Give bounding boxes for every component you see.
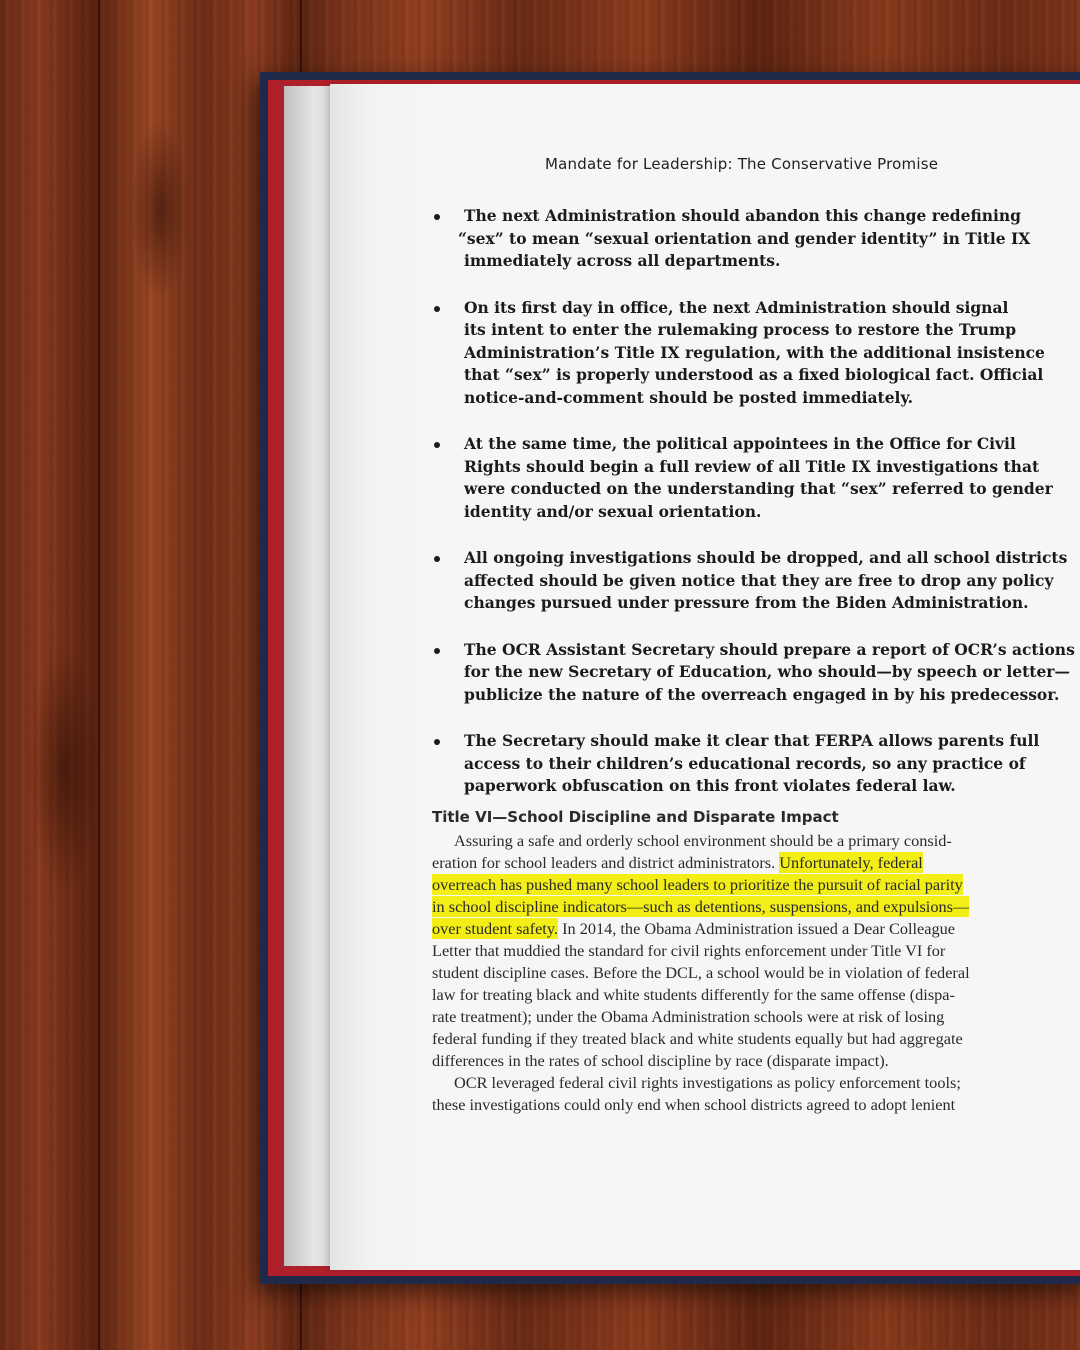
highlighted-text: Unfortunately, federal [779, 853, 923, 872]
paragraph-line [432, 874, 1037, 896]
bullet-dot [434, 214, 440, 220]
bullet-line: The Secretary should make it clear that FERPA allows parents full [464, 731, 1040, 750]
paragraph-line: Assuring a safe and orderly school environment should be a primary consid- [454, 831, 952, 850]
text-run: In 2014, the Obama Administration issued a Dear Colleague [558, 919, 955, 938]
bullet-line: At the same time, the political appointees in the Office for Civil [464, 434, 1016, 453]
highlighted-text: in school discipline indicators—such as detentions, suspensions, and expulsions— [432, 897, 970, 916]
bullet-line: The next Administration should abandon this change redefining [464, 206, 1022, 225]
bullet-line: affected should be given notice that they are free to drop any policy [464, 570, 1054, 590]
paragraph-line [432, 918, 1037, 940]
bullet-line: “sex” to mean “sexual orientation and gender identity” in Title IX [458, 228, 1031, 248]
bullet-line: All ongoing investigations should be dropped, and all school districts [464, 548, 1068, 567]
wood-knot [130, 120, 190, 300]
paragraph-line: rate treatment); under the Obama Administration schools were at risk of losing [432, 1007, 945, 1026]
paragraph-line: these investigations could only end when school districts agreed to adopt lenient [432, 1095, 956, 1114]
bullet-item [432, 433, 1053, 523]
bullet-line: that “sex” is properly understood as a fixed biological fact. Official [464, 365, 1044, 384]
highlighted-text: overreach has pushed many school leaders to prioritize the pursuit of racial parity [432, 875, 963, 894]
highlighted-text: over student safety. [432, 919, 558, 938]
bullet-line: paperwork obfuscation on this front violates federal law. [464, 776, 956, 795]
bullet-dot [434, 648, 440, 654]
bullet-dot [434, 556, 440, 562]
bullet-item [432, 639, 1075, 707]
bullet-line: notice-and-comment should be posted immediately. [464, 387, 914, 407]
paragraph-line: law for treating black and white students differently for the same offense (dispa- [432, 985, 955, 1004]
running-head: Mandate for Leadership: The Conservative Promise [545, 155, 939, 173]
bullet-line: On its first day in office, the next Administration should signal [464, 297, 1009, 317]
bullet-line: immediately across all departments. [464, 251, 781, 270]
bullet-line: changes pursued under pressure from the Biden Administration. [464, 593, 1029, 612]
bullet-item [432, 297, 1045, 410]
bullet-line: Rights should begin a full review of all Title IX investigations that [464, 456, 1040, 476]
bullet-dot [434, 442, 440, 448]
bullet-line: Administration’s Title IX regulation, with the additional insistence [464, 342, 1045, 362]
bullet-line: its intent to enter the rulemaking process to restore the Trump [464, 320, 1017, 339]
paragraph-line: differences in the rates of school discipline by race (disparate impact). [432, 1051, 889, 1070]
bullet-line: were conducted on the understanding that “sex” referred to gender [464, 479, 1053, 498]
bullet-item [432, 547, 1068, 615]
wood-plank-seam [98, 0, 100, 1350]
paragraph-line: OCR leveraged federal civil rights investigations as policy enforcement tools; [454, 1073, 961, 1092]
paragraph-line: Letter that muddied the standard for civil rights enforcement under Title VI for [432, 941, 946, 960]
wood-knot [30, 640, 100, 900]
bullet-line: The OCR Assistant Secretary should prepare a report of OCR’s actions [464, 639, 1075, 659]
paragraph-line [432, 896, 1037, 918]
paragraph-line [432, 852, 1037, 874]
body-text [432, 830, 1037, 1116]
recommendation-list [432, 205, 1075, 822]
text-run: eration for school leaders and district administrators. [432, 853, 780, 872]
section-heading: Title VI—School Discipline and Disparate Impact [432, 808, 839, 826]
bullet-dot [434, 739, 440, 745]
bullet-line: for the new Secretary of Education, who should—by speech or letter— [464, 662, 1070, 681]
paragraph-line: student discipline cases. Before the DCL, a school would be in violation of federal [432, 963, 970, 982]
bullet-item [432, 730, 1040, 798]
bullet-line: publicize the nature of the overreach engaged in by his predecessor. [464, 684, 1060, 704]
bullet-line: identity and/or sexual orientation. [464, 501, 762, 521]
paragraph-line: federal funding if they treated black and white students equally but had aggregate [432, 1029, 963, 1048]
bullet-item [432, 205, 1032, 273]
bullet-line: access to their children’s educational records, so any practice of [464, 753, 1026, 773]
bullet-dot [434, 306, 440, 312]
